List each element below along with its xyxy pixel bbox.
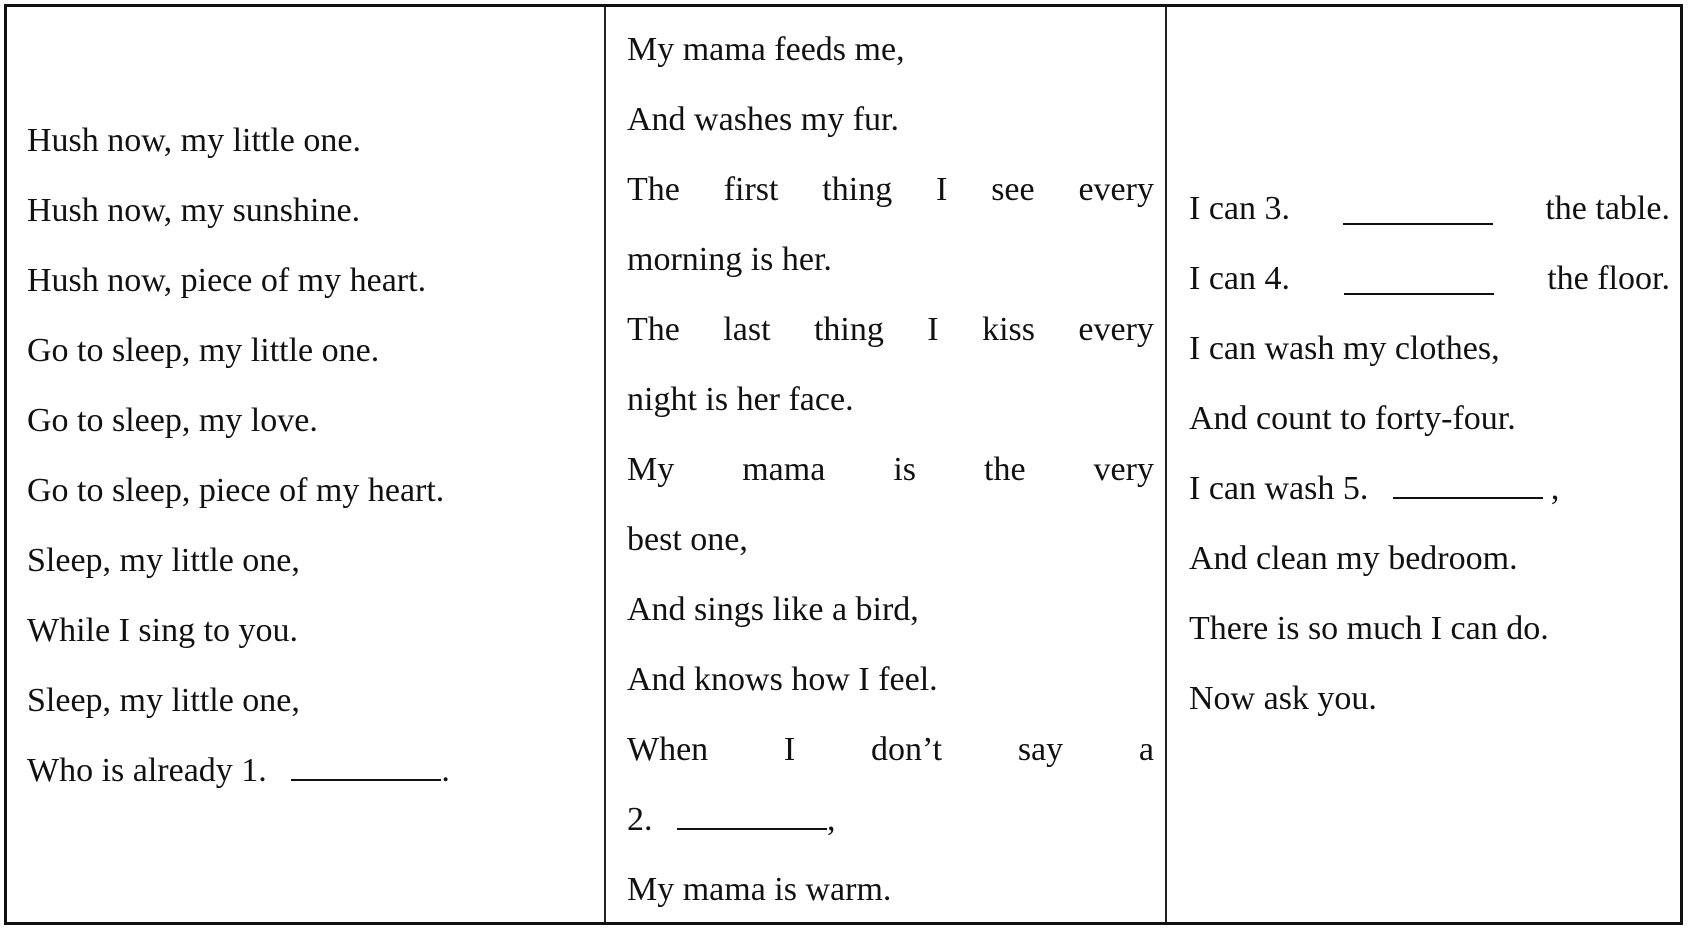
poem-line: My mama is warm. <box>627 871 892 908</box>
poem-word: I <box>936 171 948 208</box>
poem-line: morning is her. <box>627 241 832 278</box>
poem-word: don’t <box>870 731 943 768</box>
poem-line <box>627 295 1154 365</box>
poem-word: My <box>627 451 675 488</box>
poem-line: I can wash my clothes, <box>1189 330 1500 367</box>
poem-line: Sleep, my little one, <box>27 682 300 719</box>
poem-line: And clean my bedroom. <box>1189 540 1518 577</box>
poem-word: kiss <box>982 311 1035 348</box>
blank-prefix: Who is already 1. <box>27 752 267 789</box>
poem-word: is <box>893 451 916 488</box>
poem-word: thing <box>822 171 893 208</box>
poem-line: Hush now, my little one. <box>27 122 361 159</box>
poem-line: Now ask you. <box>1189 680 1377 717</box>
blank-prefix: I can 3. <box>1189 190 1291 227</box>
poem-line: night is her face. <box>627 381 854 418</box>
poem-line: And washes my fur. <box>627 101 899 138</box>
poem-line: Hush now, piece of my heart. <box>27 262 427 299</box>
poem-line: Go to sleep, my little one. <box>27 332 380 369</box>
poem-word: The <box>627 171 680 208</box>
poem-line: Go to sleep, my love. <box>27 402 318 439</box>
blank-prefix: I can 4. <box>1189 260 1291 297</box>
poem-line: And knows how I feel. <box>627 661 938 698</box>
answer-blank-5[interactable] <box>1393 497 1543 499</box>
answer-blank-1[interactable] <box>291 779 441 781</box>
blank-line-2 <box>627 785 1154 855</box>
poem-word: every <box>1078 311 1154 348</box>
poem-word: the <box>984 451 1026 488</box>
poem-word: When <box>627 731 709 768</box>
poem-word: see <box>991 171 1035 208</box>
poem-line <box>627 155 1154 225</box>
poem-line: There is so much I can do. <box>1189 610 1549 647</box>
answer-blank-3[interactable] <box>1343 223 1493 225</box>
poem-column-1 <box>27 7 607 922</box>
poem-line <box>627 435 1154 505</box>
answer-blank-2[interactable] <box>677 828 827 830</box>
poem-line: Sleep, my little one, <box>27 542 300 579</box>
poem-word: every <box>1078 171 1154 208</box>
poem-word: The <box>627 311 680 348</box>
poem-line: And count to forty-four. <box>1189 400 1516 437</box>
poem-line: While I sing to you. <box>27 612 299 649</box>
poem-column-3 <box>1189 7 1670 922</box>
blank-line-1 <box>27 736 607 806</box>
column-divider <box>1165 7 1167 922</box>
poem-line <box>627 715 1154 785</box>
blank-line-3 <box>1189 174 1670 244</box>
blank-suffix: , <box>827 801 836 838</box>
poem-word: mama <box>742 451 826 488</box>
blank-suffix: , <box>1550 470 1560 507</box>
blank-line-5 <box>1189 454 1670 524</box>
poem-line: Go to sleep, piece of my heart. <box>27 472 445 509</box>
blank-prefix: 2. <box>627 801 653 838</box>
poem-line: My mama feeds me, <box>627 31 905 68</box>
poem-line: Hush now, my sunshine. <box>27 192 361 229</box>
poem-word: very <box>1093 451 1154 488</box>
worksheet-table <box>4 4 1683 925</box>
blank-suffix: the table. <box>1545 190 1670 227</box>
poem-word: say <box>1017 731 1064 768</box>
poem-word: first <box>723 171 779 208</box>
blank-prefix: I can wash 5. <box>1189 470 1369 507</box>
poem-word: last <box>723 311 771 348</box>
answer-blank-4[interactable] <box>1344 293 1494 295</box>
blank-line-4 <box>1189 244 1670 314</box>
poem-word: I <box>927 311 939 348</box>
poem-column-2 <box>627 7 1154 922</box>
poem-line: And sings like a bird, <box>627 591 919 628</box>
poem-line: best one, <box>627 521 748 558</box>
poem-word: thing <box>813 311 884 348</box>
poem-word: I <box>783 731 796 768</box>
blank-suffix: . <box>441 752 450 789</box>
poem-word: a <box>1138 731 1154 768</box>
blank-suffix: the floor. <box>1547 260 1670 297</box>
